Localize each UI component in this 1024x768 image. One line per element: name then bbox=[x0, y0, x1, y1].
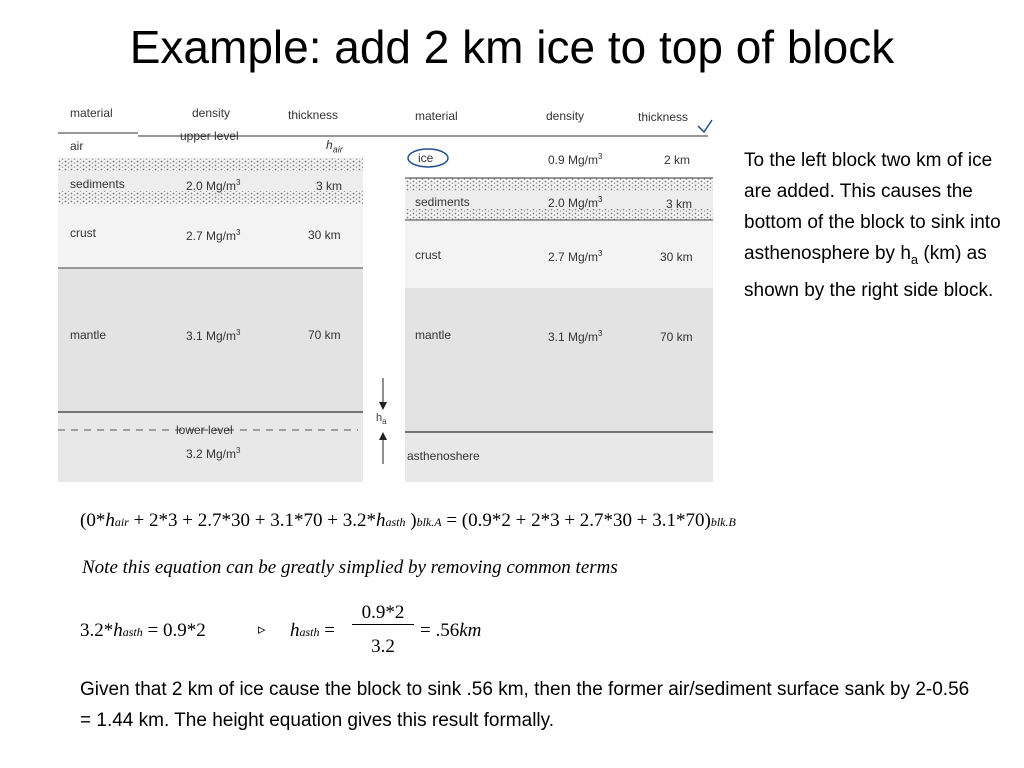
left-mantle-thickness: 70 km bbox=[308, 328, 341, 342]
right-sediments-thickness: 3 km bbox=[666, 197, 693, 211]
ha-label: $h_a$ bbox=[376, 412, 387, 427]
right-asthenosphere-label: asthenoshere bbox=[407, 449, 480, 463]
right-crust-label: crust bbox=[415, 248, 442, 262]
left-header-thickness: thickness bbox=[288, 108, 339, 122]
right-header-material: material bbox=[415, 109, 458, 123]
simplified-equation-left: 3.2*hasth = 0.9*2 bbox=[80, 620, 206, 641]
fraction-denominator: 3.2 bbox=[371, 636, 395, 657]
asthenosphere-density: 3.2 $Mg/m^3$ bbox=[186, 446, 241, 461]
block-diagram-svg bbox=[58, 96, 718, 482]
left-mantle-label: mantle bbox=[70, 328, 107, 342]
left-mantle-density: 3.1 $Mg/m^3$ bbox=[186, 328, 241, 343]
left-header-density: density bbox=[192, 106, 231, 120]
result-value: = .56km bbox=[420, 620, 482, 641]
simplification-note: Note this equation can be greatly simplied by removing common terms bbox=[82, 557, 618, 578]
left-header-material: material bbox=[70, 106, 113, 120]
right-sediments-density: 2.0 $Mg/m^3$ bbox=[548, 195, 603, 210]
explanation-text: To the left block two km of ice are added. This causes the bottom of the block to sink into asthenosphere by $h_a$ (km) as shown by the right side block. bbox=[744, 150, 1001, 301]
right-sediments-label: sediments bbox=[415, 195, 470, 209]
h-asth-lhs: hasth = bbox=[290, 620, 335, 641]
right-ice-density: 0.9 $Mg/m^3$ bbox=[548, 152, 603, 167]
left-sediments-label: sediments bbox=[70, 177, 125, 191]
right-crust-thickness: 30 km bbox=[660, 250, 693, 264]
implies-arrow-icon: ▹ bbox=[258, 622, 266, 638]
left-h-air-label: $h_{air}$ bbox=[326, 138, 343, 155]
check-mark-icon bbox=[698, 120, 712, 132]
right-mantle-label: mantle bbox=[415, 328, 452, 342]
left-crust-label: crust bbox=[70, 226, 97, 240]
left-crust-thickness: 30 km bbox=[308, 228, 341, 242]
upper-level-label: upper level bbox=[180, 129, 239, 143]
right-header-density: density bbox=[546, 109, 585, 123]
right-ice-label: ice bbox=[418, 151, 434, 165]
left-crust-density: 2.7 $Mg/m^3$ bbox=[186, 228, 241, 243]
right-mantle-layer bbox=[405, 288, 713, 432]
right-mantle-thickness: 70 km bbox=[660, 330, 693, 344]
right-mantle-density: 3.1 $Mg/m^3$ bbox=[548, 329, 603, 344]
fraction-numerator: 0.9*2 bbox=[352, 602, 414, 625]
left-sediments-density: 2.0 $Mg/m^3$ bbox=[186, 178, 241, 193]
conclusion-text: Given that 2 km of ice cause the block to sink .56 km, then the former air/sediment surface sank by 2-0.56 = 1.44 km. The height equation gives this result formally. bbox=[80, 679, 970, 731]
right-ice-thickness: 2 km bbox=[664, 153, 691, 167]
right-crust-density: 2.7 $Mg/m^3$ bbox=[548, 249, 603, 264]
lower-level-label: lower level bbox=[176, 423, 233, 437]
right-header-thickness: thickness bbox=[638, 110, 689, 124]
balance-equation: (0*hair + 2*3 + 2.7*30 + 3.1*70 + 3.2*hasth )blk.A = (0.9*2 + 2*3 + 2.7*30 + 3.1*70)blk.B bbox=[80, 510, 736, 531]
block-diagram bbox=[58, 96, 718, 482]
left-sediments-thickness: 3 km bbox=[316, 179, 343, 193]
left-air-label: air bbox=[70, 139, 84, 153]
slide-title: Example: add 2 km ice to top of block bbox=[129, 21, 895, 73]
